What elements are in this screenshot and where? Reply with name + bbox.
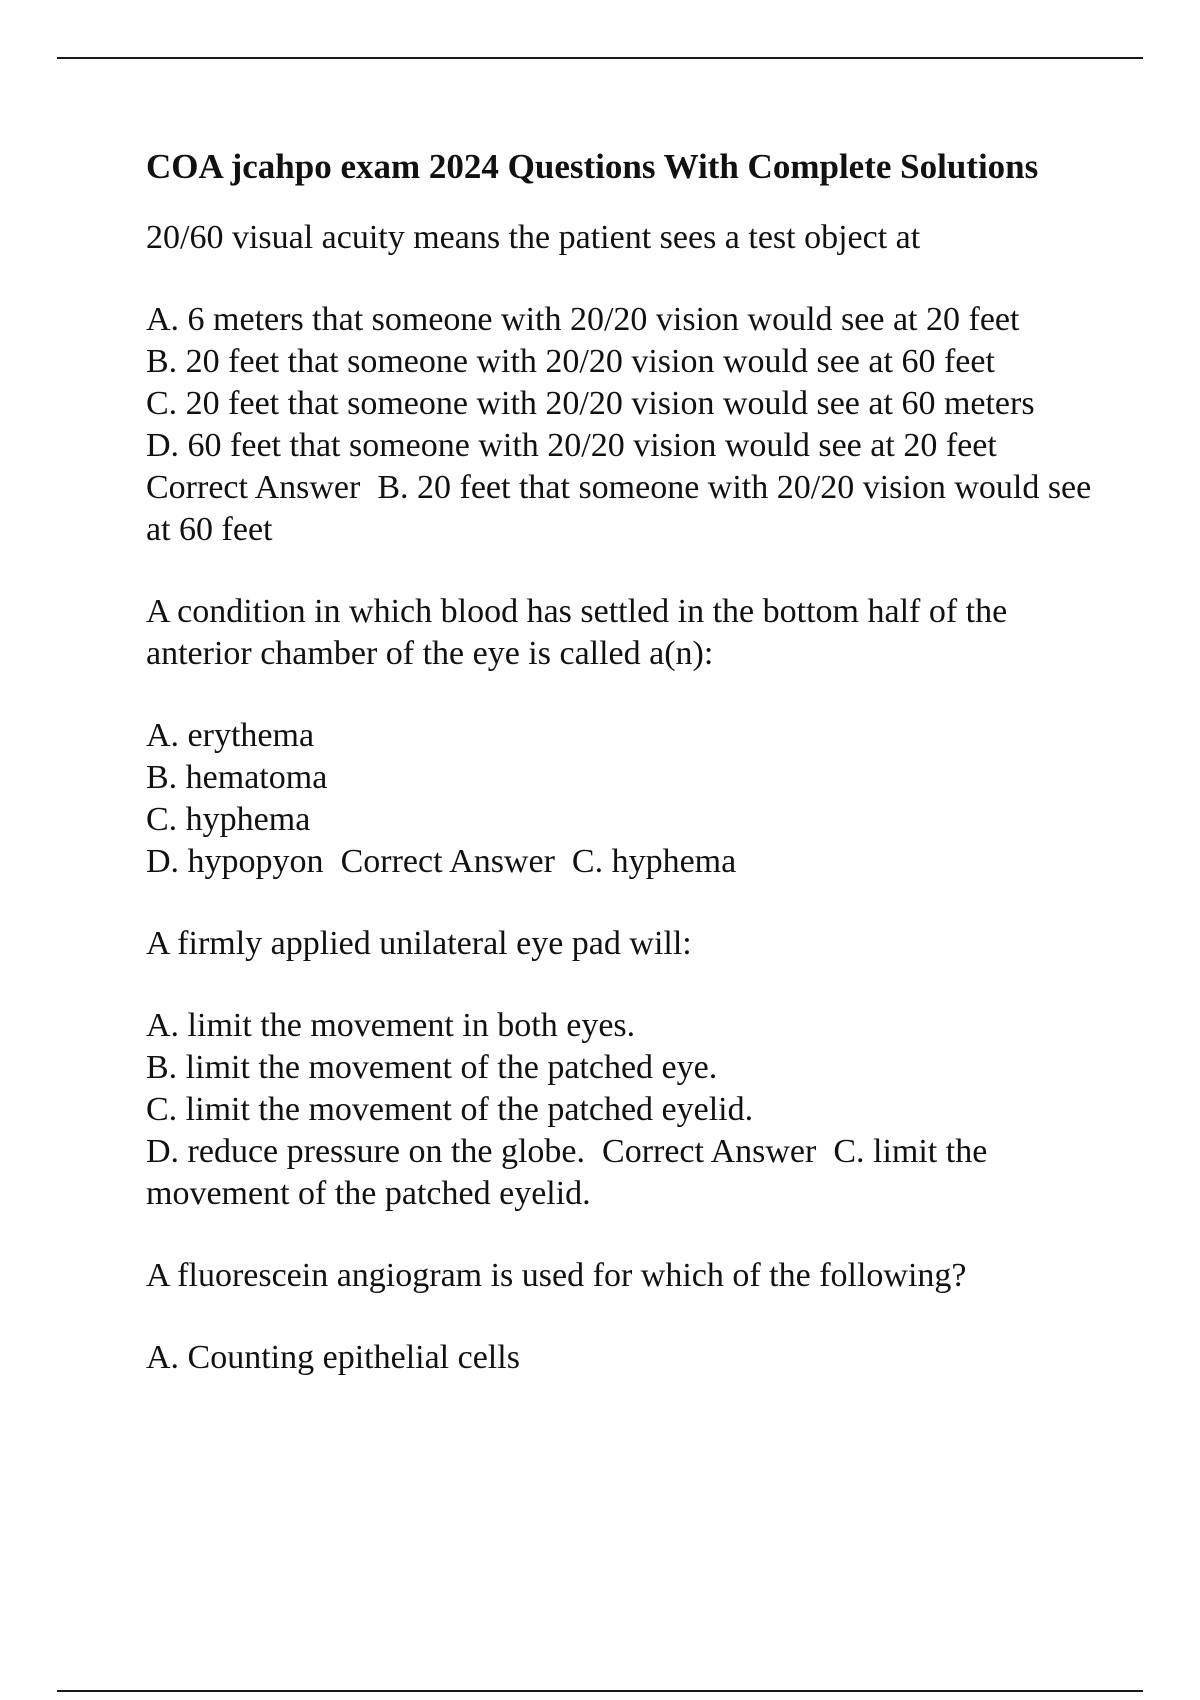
option-d: D. reduce pressure on the globe. bbox=[146, 1133, 586, 1170]
document-body bbox=[146, 143, 1106, 1419]
option-d: D. hypopyon bbox=[146, 843, 324, 880]
option-b: B. 20 feet that someone with 20/20 vision would see at 60 feet bbox=[146, 343, 995, 380]
option-d-with-answer bbox=[146, 841, 1106, 883]
question-block-1 bbox=[146, 217, 1106, 551]
option-c: C. limit the movement of the patched eyelid. bbox=[146, 1091, 754, 1128]
page-bottom-rule bbox=[57, 1690, 1143, 1692]
option-a: A. 6 meters that someone with 20/20 vision would see at 20 feet bbox=[146, 301, 1020, 338]
option-d-with-answer bbox=[146, 425, 1106, 551]
correct-answer: C. hyphema bbox=[571, 843, 737, 880]
question-block-3 bbox=[146, 923, 1106, 1215]
document-title: COA jcahpo exam 2024 Questions With Complete Solutions bbox=[146, 147, 1039, 186]
question-text: A firmly applied unilateral eye pad will: bbox=[146, 925, 692, 962]
correct-answer-label: Correct Answer bbox=[146, 469, 361, 506]
option-d: D. 60 feet that someone with 20/20 vision would see at 20 feet bbox=[146, 427, 997, 464]
correct-answer: C. limit the movement of the patched eyelid. bbox=[146, 1133, 988, 1212]
question-text: 20/60 visual acuity means the patient sees a test object at bbox=[146, 219, 921, 256]
question-text: A condition in which blood has settled in the bottom half of the anterior chamber of the eye is called a(n): bbox=[146, 593, 1008, 672]
correct-answer-label: Correct Answer bbox=[602, 1133, 817, 1170]
answer-options bbox=[146, 299, 1106, 551]
page-top-rule bbox=[57, 57, 1143, 59]
correct-answer-label: Correct Answer bbox=[340, 843, 555, 880]
option-a: A. erythema bbox=[146, 717, 315, 754]
correct-answer: B. 20 feet that someone with 20/20 vision would see at 60 feet bbox=[146, 469, 1092, 548]
option-b: B. limit the movement of the patched eye. bbox=[146, 1049, 718, 1086]
question-block-2 bbox=[146, 591, 1106, 883]
answer-options bbox=[146, 715, 1106, 883]
option-a: A. limit the movement in both eyes. bbox=[146, 1007, 636, 1044]
option-c: C. 20 feet that someone with 20/20 vision would see at 60 meters bbox=[146, 385, 1035, 422]
answer-options bbox=[146, 1337, 1106, 1379]
question-block-4 bbox=[146, 1255, 1106, 1379]
option-c: C. hyphema bbox=[146, 801, 311, 838]
option-a: A. Counting epithelial cells bbox=[146, 1339, 520, 1376]
option-b: B. hematoma bbox=[146, 759, 328, 796]
answer-options bbox=[146, 1005, 1106, 1215]
question-text: A fluorescein angiogram is used for which of the following? bbox=[146, 1257, 967, 1294]
option-d-with-answer bbox=[146, 1131, 1106, 1215]
